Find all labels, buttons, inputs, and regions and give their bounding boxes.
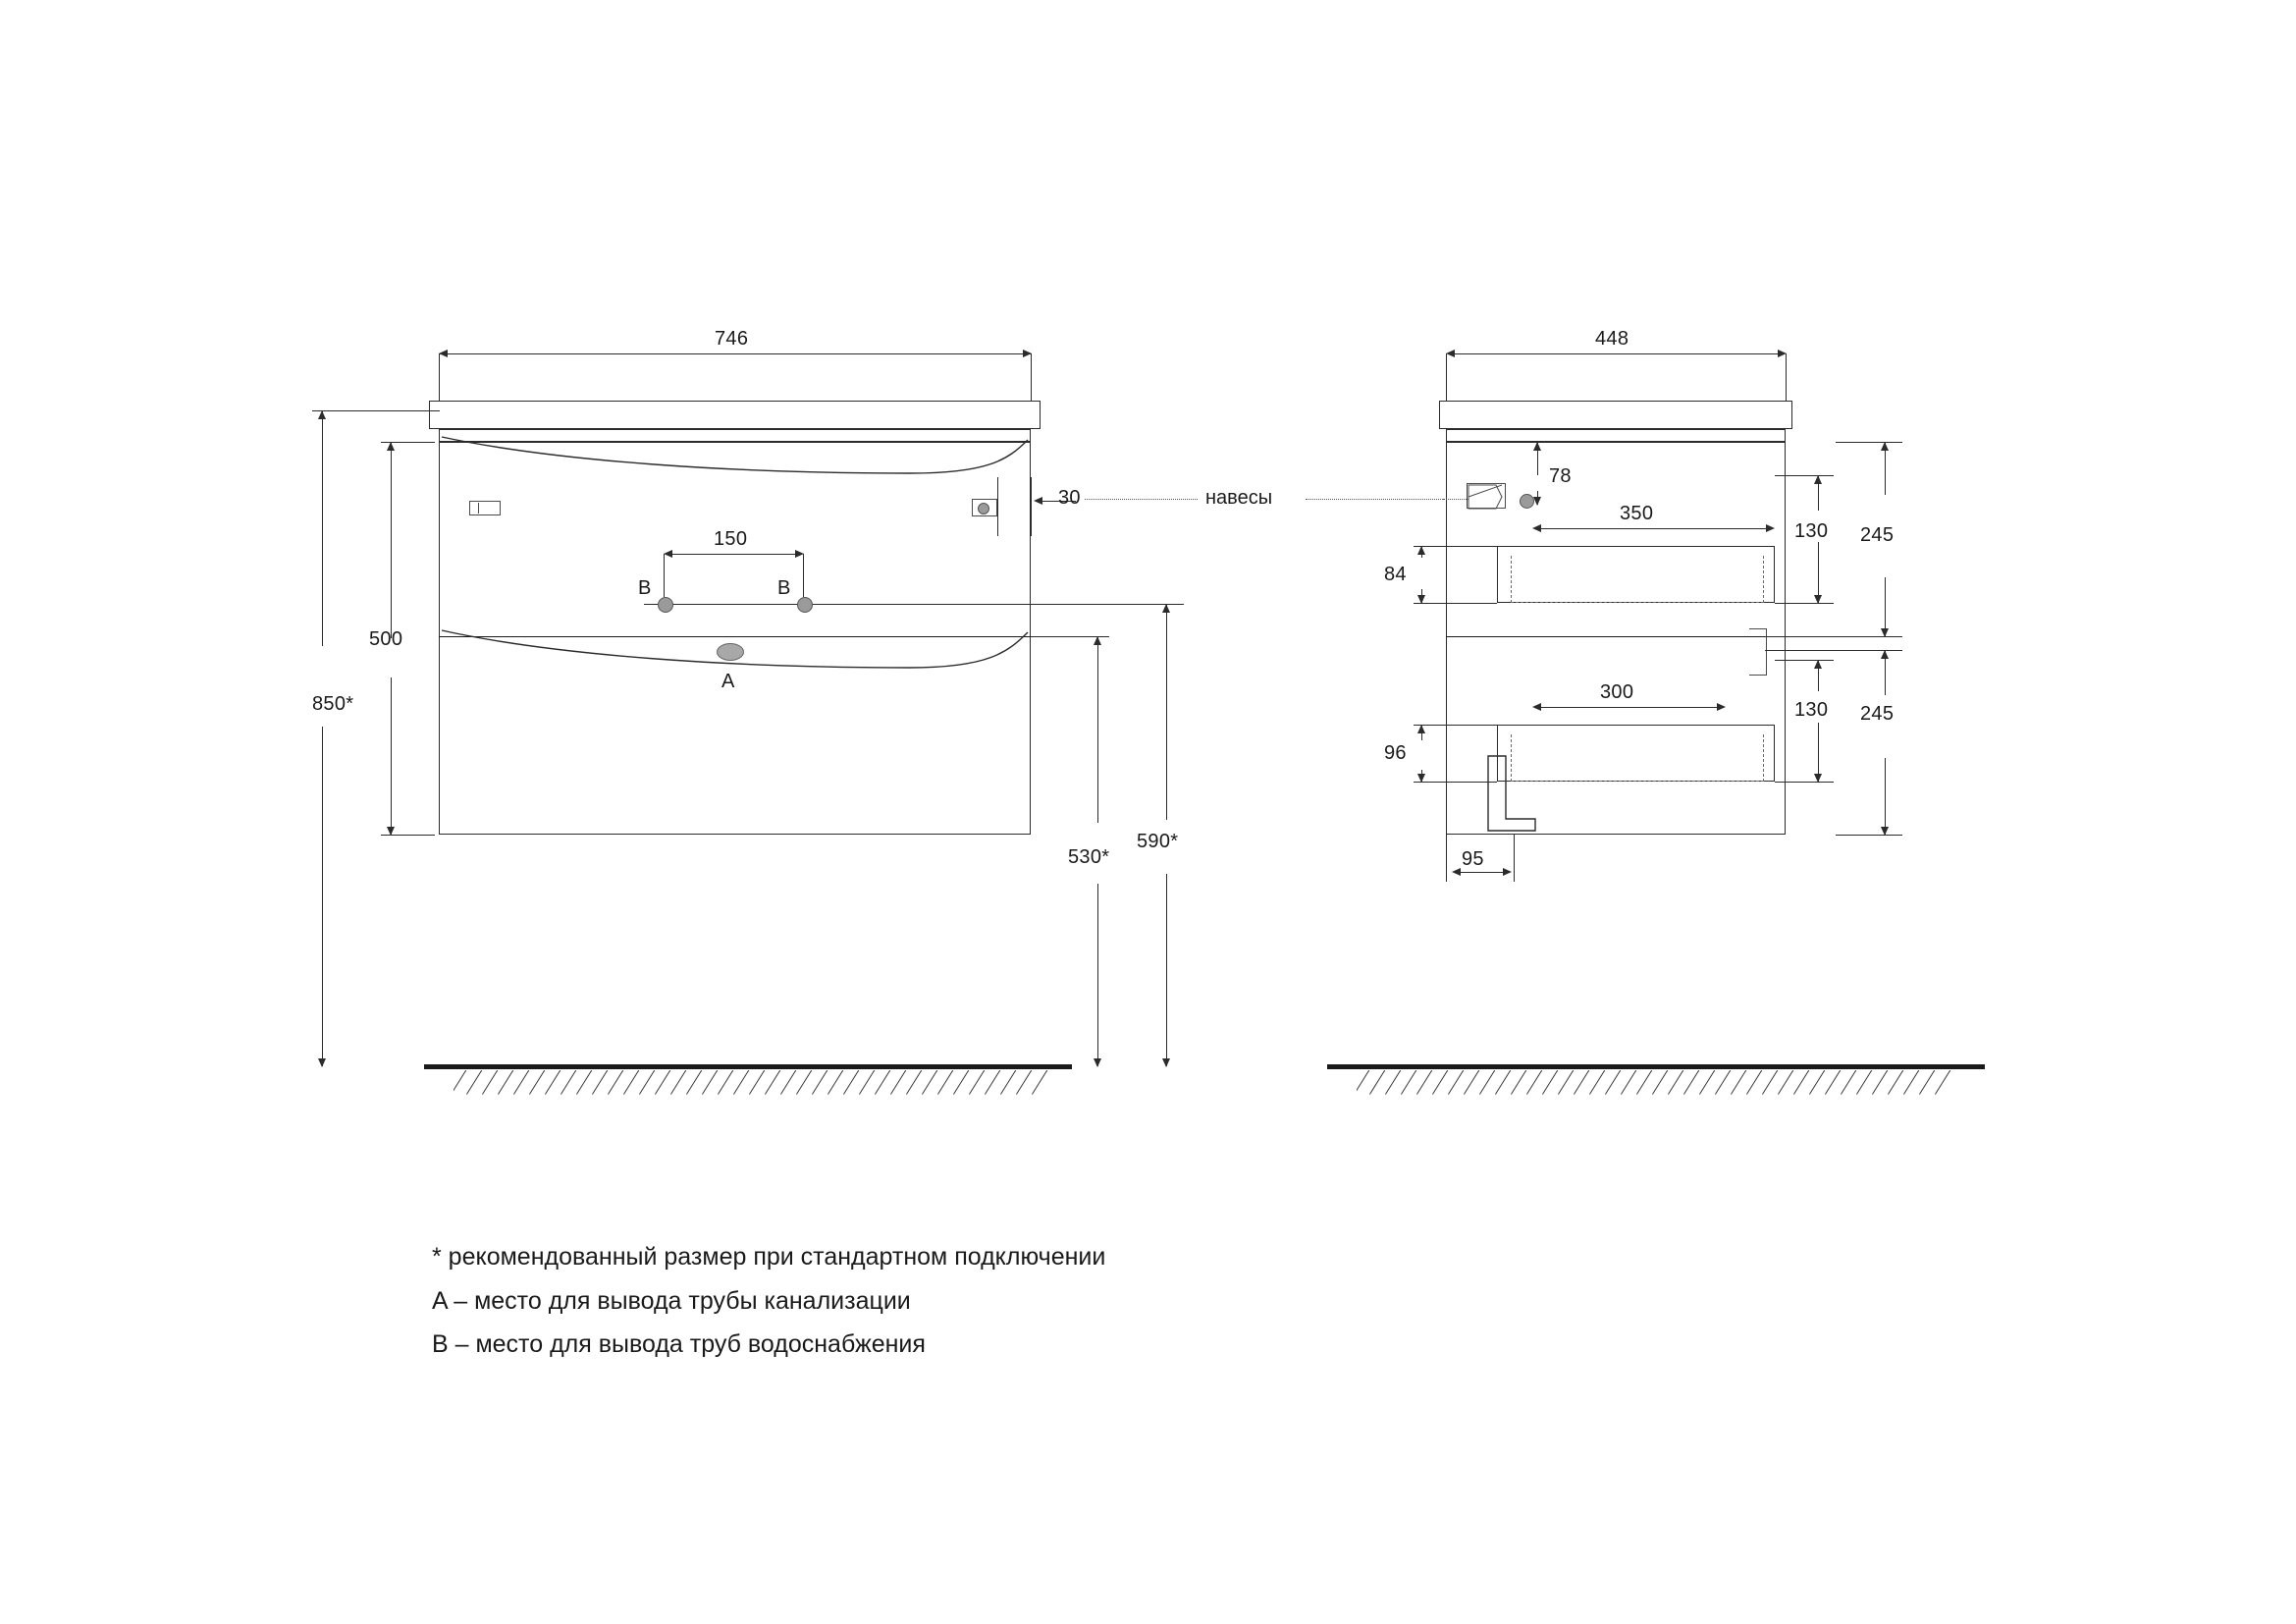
water-spacing-ext-right: [803, 554, 804, 597]
side-350-dim-line: [1537, 528, 1773, 529]
water-outlet-right-label: B: [777, 577, 791, 599]
side-130-upper-arrow-top: [1814, 475, 1822, 484]
total-height-value: 850*: [312, 693, 354, 715]
cabinet-height-arrow-top: [387, 442, 395, 451]
siphon-height-dim-line-lower: [1166, 874, 1167, 1066]
side-350-value: 350: [1620, 503, 1654, 524]
cabinet-height-value: 500: [369, 628, 403, 650]
side-hanger-dot: [1520, 494, 1534, 509]
total-height-arrow-top: [318, 410, 326, 419]
drain-height-value: 530*: [1068, 846, 1110, 868]
drain-outlet: [717, 643, 744, 661]
siphon-height-arrow-top: [1162, 604, 1170, 613]
front-width-value: 746: [715, 328, 749, 350]
drain-outlet-label: A: [721, 671, 735, 692]
side-95-value: 95: [1462, 848, 1484, 870]
front-countertop: [429, 401, 1041, 429]
side-130-upper-line-b: [1818, 542, 1819, 603]
water-outlet-right: [797, 597, 813, 613]
side-lower-drawer-inner: [1511, 734, 1764, 782]
drawing-notes: [432, 1235, 1512, 1367]
side-350-arrow-left: [1532, 524, 1541, 532]
side-245-upper-line-b: [1885, 577, 1886, 636]
front-width-dim-line: [439, 353, 1032, 354]
note-line-3: B – место для вывода труб водоснабжения: [432, 1330, 926, 1358]
side-245-lower-value: 245: [1860, 703, 1895, 725]
front-floor-hatching: [454, 1070, 1062, 1098]
side-300-dim-line: [1537, 707, 1724, 708]
side-drawer-divider: [1446, 636, 1786, 637]
cabinet-height-ext-bottom: [381, 835, 435, 836]
side-upper-drawer-inner: [1511, 556, 1764, 603]
water-spacing-value: 150: [714, 528, 748, 550]
side-95-ext-right: [1514, 835, 1515, 882]
hanger-leader-right: [1306, 499, 1443, 500]
side-lower-drawer-top-line: [1446, 725, 1497, 726]
side-245-lower-arrow-top: [1881, 650, 1889, 659]
side-130-lower-ext-bottom: [1775, 782, 1834, 783]
side-245-upper-value: 245: [1860, 524, 1895, 546]
hanger-leader-side: [1443, 499, 1468, 500]
side-130-lower-value: 130: [1794, 699, 1829, 721]
side-78-arrow-top: [1533, 442, 1541, 451]
side-130-lower-arrow-top: [1814, 660, 1822, 669]
side-245-upper-arrow-top: [1881, 442, 1889, 451]
note-line-2: A – место для вывода трубы канализации: [432, 1286, 911, 1315]
drain-height-ext: [1031, 636, 1109, 637]
side-upper-drawer-bottom-line: [1446, 603, 1497, 604]
side-depth-arrow-left: [1446, 350, 1455, 357]
total-height-arrow-bottom: [318, 1058, 326, 1067]
siphon-height-dim-line-upper: [1166, 604, 1167, 820]
front-width-arrow-left: [439, 350, 448, 357]
front-width-ext-left: [439, 353, 440, 401]
side-78-arrow-bottom: [1533, 497, 1541, 506]
front-right-hanger-dot: [978, 503, 989, 514]
side-96-ext-top: [1414, 725, 1453, 726]
side-depth-dim-line: [1451, 353, 1785, 354]
side-78-value: 78: [1549, 465, 1572, 487]
siphon-height-arrow-bottom: [1162, 1058, 1170, 1067]
side-350-arrow-right: [1766, 524, 1775, 532]
front-hanger-ext-a: [997, 477, 998, 536]
side-130-lower-ext-top: [1775, 660, 1834, 661]
drain-height-dim-line-lower: [1097, 884, 1098, 1066]
hanger-leader-left: [1085, 499, 1198, 500]
side-floor-line: [1327, 1064, 1985, 1069]
side-middle-bracket-leader-a: [1765, 636, 1893, 637]
total-height-dim-line-lower: [322, 727, 323, 1066]
side-95-arrow-left: [1452, 868, 1461, 876]
cabinet-height-ext-top: [381, 442, 435, 443]
drain-height-dim-line-upper: [1097, 636, 1098, 823]
side-84-arrow-top: [1417, 546, 1425, 555]
side-95-arrow-right: [1503, 868, 1512, 876]
water-spacing-ext-left: [664, 554, 665, 597]
side-upper-drawer-top-line: [1446, 546, 1497, 547]
side-84-ext-bottom: [1414, 603, 1453, 604]
side-96-arrow-top: [1417, 725, 1425, 733]
side-countertop-edge: [1446, 429, 1786, 442]
front-floor-line: [424, 1064, 1072, 1069]
note-line-1: * рекомендованный размер при стандартном подключении: [432, 1243, 1106, 1271]
side-84-value: 84: [1384, 564, 1407, 585]
front-upper-drawer-wave: [439, 432, 1032, 481]
side-depth-value: 448: [1595, 328, 1629, 350]
total-height-ext-top: [312, 410, 440, 411]
side-130-upper-ext-top: [1775, 475, 1834, 476]
side-245-lower-ext-top: [1836, 650, 1902, 651]
water-spacing-arrow-left: [664, 550, 672, 558]
front-hanger-30-value: 30: [1058, 487, 1081, 509]
front-left-hanger-mark: [478, 503, 479, 514]
side-95-dim-line: [1460, 872, 1507, 873]
total-height-dim-line-upper: [322, 410, 323, 646]
side-130-lower-line-b: [1818, 723, 1819, 782]
front-hanger-ext-b: [1031, 477, 1032, 536]
side-245-lower-ext-bottom: [1836, 835, 1902, 836]
cabinet-height-dim-line-lower: [391, 677, 392, 835]
side-245-upper-ext-top: [1836, 442, 1902, 443]
side-depth-ext-left: [1446, 353, 1447, 401]
side-plinth-hook: [1484, 754, 1543, 839]
side-96-value: 96: [1384, 742, 1407, 764]
drain-height-arrow-bottom: [1094, 1058, 1101, 1067]
side-depth-ext-right: [1786, 353, 1787, 401]
side-floor-hatching: [1357, 1070, 1975, 1098]
side-245-lower-line-b: [1885, 758, 1886, 835]
side-130-upper-ext-bottom: [1775, 603, 1834, 604]
side-300-arrow-left: [1532, 703, 1541, 711]
side-96-ext-bottom: [1414, 782, 1453, 783]
front-width-ext-right: [1031, 353, 1032, 401]
water-outlet-left: [658, 597, 673, 613]
front-hanger-30-arrow: [1034, 497, 1042, 505]
side-95-ext-left: [1446, 835, 1447, 882]
side-300-value: 300: [1600, 681, 1634, 703]
siphon-height-ext: [1099, 604, 1178, 605]
drain-height-arrow-top: [1094, 636, 1101, 645]
side-300-arrow-right: [1717, 703, 1726, 711]
side-130-upper-value: 130: [1794, 520, 1829, 542]
hanger-callout-label: навесы: [1205, 487, 1273, 509]
side-countertop: [1439, 401, 1792, 429]
water-spacing-dim-line: [668, 554, 802, 555]
siphon-height-value: 590*: [1137, 831, 1179, 852]
cabinet-height-dim-line-upper: [391, 442, 392, 638]
water-outlet-left-label: B: [638, 577, 652, 599]
front-left-hanger-glyph: [469, 501, 501, 515]
side-84-ext-top: [1414, 546, 1453, 547]
